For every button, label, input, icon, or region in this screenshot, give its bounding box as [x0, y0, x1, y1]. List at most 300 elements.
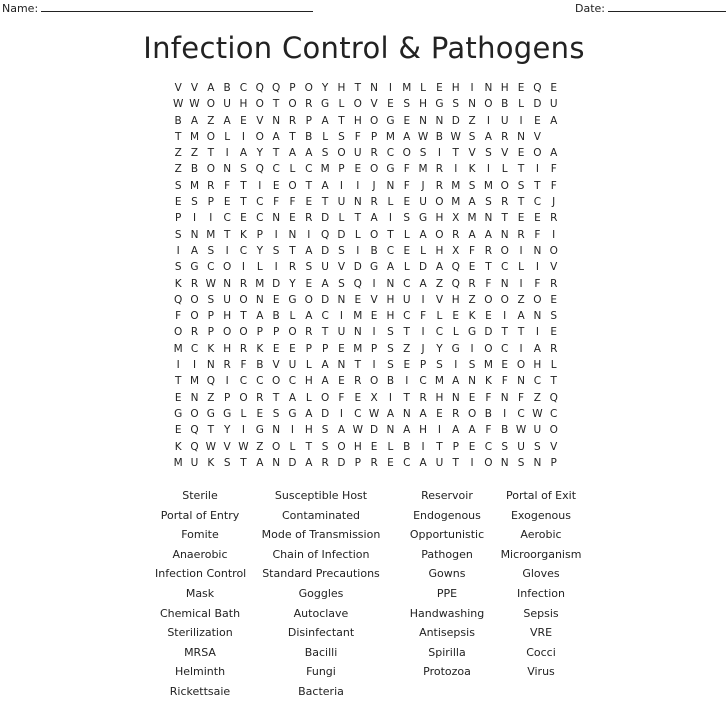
grid-letter[interactable]: V [370, 98, 378, 111]
grid-letter[interactable]: D [272, 277, 281, 290]
grid-letter[interactable]: Z [207, 114, 215, 127]
grid-letter[interactable]: T [289, 244, 296, 257]
grid-letter[interactable]: T [436, 440, 443, 453]
grid-letter[interactable]: F [175, 310, 182, 323]
grid-letter[interactable]: F [403, 179, 410, 192]
grid-letter[interactable]: G [451, 342, 460, 355]
grid-letter[interactable]: E [174, 196, 182, 209]
grid-letter[interactable]: M [353, 310, 363, 323]
grid-letter[interactable]: B [501, 424, 509, 437]
grid-letter[interactable]: C [386, 244, 395, 257]
grid-letter[interactable]: O [288, 326, 297, 339]
grid-letter[interactable]: O [272, 440, 281, 453]
grid-letter[interactable]: S [485, 196, 492, 209]
grid-letter[interactable]: W [352, 424, 363, 437]
grid-letter[interactable]: S [174, 228, 182, 241]
grid-letter[interactable]: R [305, 326, 313, 339]
grid-letter[interactable]: E [517, 82, 525, 94]
grid-letter[interactable]: R [354, 375, 362, 388]
grid-letter[interactable]: N [484, 212, 493, 225]
grid-letter[interactable]: T [240, 179, 247, 192]
grid-letter[interactable]: J [372, 179, 376, 192]
grid-letter[interactable]: B [272, 310, 280, 323]
grid-letter[interactable]: U [353, 147, 362, 160]
grid-letter[interactable]: C [239, 244, 248, 257]
grid-letter[interactable]: G [288, 293, 297, 306]
grid-letter[interactable]: G [223, 407, 232, 420]
grid-letter[interactable]: A [550, 114, 558, 127]
grid-letter[interactable]: T [452, 147, 459, 160]
grid-letter[interactable]: P [370, 342, 378, 355]
grid-letter[interactable]: T [207, 424, 215, 437]
grid-letter[interactable]: M [418, 163, 428, 176]
grid-letter[interactable]: V [550, 261, 558, 274]
grid-letter[interactable]: E [240, 212, 247, 225]
grid-letter[interactable]: I [339, 310, 343, 323]
grid-letter[interactable]: S [452, 98, 460, 111]
grid-letter[interactable]: T [272, 391, 280, 404]
grid-letter[interactable]: O [223, 326, 232, 339]
grid-letter[interactable]: I [421, 440, 425, 453]
grid-letter[interactable]: O [369, 228, 379, 241]
grid-letter[interactable]: I [519, 244, 523, 257]
grid-letter[interactable]: O [320, 391, 330, 404]
grid-letter[interactable]: S [240, 163, 247, 176]
grid-letter[interactable]: M [320, 163, 330, 176]
grid-letter[interactable]: I [176, 244, 180, 257]
grid-letter[interactable]: G [288, 407, 297, 420]
grid-letter[interactable]: O [353, 98, 362, 111]
grid-letter[interactable]: S [387, 342, 394, 355]
grid-letter[interactable]: T [534, 179, 541, 192]
grid-letter[interactable]: T [354, 359, 361, 372]
grid-letter[interactable]: F [289, 196, 296, 209]
grid-letter[interactable]: R [321, 456, 329, 469]
grid-letter[interactable]: S [517, 179, 525, 192]
grid-letter[interactable]: L [224, 130, 231, 143]
grid-letter[interactable]: I [241, 424, 246, 437]
grid-letter[interactable]: T [403, 326, 410, 339]
grid-letter[interactable]: Z [468, 114, 476, 127]
grid-letter[interactable]: S [403, 98, 411, 111]
grid-letter[interactable]: O [369, 163, 379, 176]
grid-letter[interactable]: C [501, 261, 509, 274]
grid-letter[interactable]: T [517, 196, 525, 209]
grid-letter[interactable]: O [206, 163, 215, 176]
grid-letter[interactable]: C [533, 375, 542, 388]
grid-letter[interactable]: W [417, 130, 429, 143]
grid-letter[interactable]: Z [174, 163, 182, 176]
grid-letter[interactable]: R [305, 212, 313, 225]
grid-letter[interactable]: B [174, 114, 182, 127]
grid-letter[interactable]: I [519, 277, 523, 290]
grid-letter[interactable]: E [468, 440, 476, 453]
grid-letter[interactable]: C [288, 375, 297, 388]
grid-letter[interactable]: M [402, 82, 412, 94]
grid-letter[interactable]: I [356, 244, 360, 257]
grid-letter[interactable]: V [550, 440, 558, 453]
grid-letter[interactable]: N [223, 163, 232, 176]
grid-letter[interactable]: L [387, 440, 394, 453]
grid-letter[interactable]: L [387, 196, 394, 209]
grid-letter[interactable]: I [486, 163, 490, 176]
grid-letter[interactable]: L [289, 440, 296, 453]
grid-letter[interactable]: S [534, 440, 541, 453]
grid-letter[interactable]: I [339, 179, 343, 192]
grid-letter[interactable]: U [337, 326, 346, 339]
grid-letter[interactable]: R [256, 391, 264, 404]
grid-letter[interactable]: Q [206, 375, 215, 388]
grid-letter[interactable]: I [372, 326, 376, 339]
grid-letter[interactable]: Q [272, 82, 281, 94]
grid-letter[interactable]: J [421, 342, 425, 355]
grid-letter[interactable]: I [339, 407, 343, 420]
grid-letter[interactable]: V [435, 293, 443, 306]
grid-letter[interactable]: O [402, 147, 411, 160]
grid-letter[interactable]: F [550, 163, 557, 176]
grid-letter[interactable]: R [501, 196, 509, 209]
grid-letter[interactable]: Y [256, 147, 264, 160]
grid-letter[interactable]: E [387, 98, 394, 111]
grid-letter[interactable]: S [272, 244, 280, 257]
grid-letter[interactable]: P [256, 326, 263, 339]
grid-letter[interactable]: P [305, 342, 312, 355]
grid-letter[interactable]: P [207, 326, 214, 339]
grid-letter[interactable]: O [190, 310, 199, 323]
grid-letter[interactable]: T [289, 130, 296, 143]
grid-letter[interactable]: R [452, 407, 460, 420]
grid-letter[interactable]: U [288, 359, 297, 372]
grid-letter[interactable]: L [289, 163, 296, 176]
grid-letter[interactable]: Y [223, 424, 231, 437]
grid-letter[interactable]: O [337, 147, 346, 160]
grid-letter[interactable]: A [533, 342, 541, 355]
grid-letter[interactable]: E [305, 277, 313, 290]
grid-letter[interactable]: O [255, 130, 264, 143]
grid-letter[interactable]: I [470, 456, 474, 469]
grid-letter[interactable]: G [435, 98, 444, 111]
grid-letter[interactable]: I [535, 261, 539, 274]
grid-letter[interactable]: L [518, 261, 524, 274]
grid-letter[interactable]: R [468, 277, 476, 290]
grid-letter[interactable]: T [174, 130, 182, 143]
grid-letter[interactable]: C [239, 375, 248, 388]
grid-letter[interactable]: I [454, 163, 458, 176]
grid-letter[interactable]: E [370, 440, 378, 453]
grid-letter[interactable]: I [388, 391, 392, 404]
grid-letter[interactable]: S [305, 261, 313, 274]
grid-letter[interactable]: L [240, 407, 247, 420]
grid-letter[interactable]: F [485, 277, 492, 290]
grid-letter[interactable]: E [534, 212, 541, 225]
grid-letter[interactable]: V [337, 261, 346, 274]
grid-letter[interactable]: H [386, 293, 395, 306]
grid-letter[interactable]: D [337, 228, 346, 241]
grid-letter[interactable]: E [550, 82, 558, 94]
grid-letter[interactable]: R [207, 179, 215, 192]
grid-letter[interactable]: U [517, 440, 525, 453]
grid-letter[interactable]: N [337, 293, 346, 306]
grid-letter[interactable]: M [385, 130, 395, 143]
grid-letter[interactable]: H [533, 359, 542, 372]
grid-letter[interactable]: A [305, 147, 313, 160]
grid-letter[interactable]: W [450, 130, 461, 143]
grid-letter[interactable]: A [452, 424, 460, 437]
grid-letter[interactable]: C [256, 212, 264, 225]
grid-letter[interactable]: S [485, 147, 492, 160]
grid-letter[interactable]: A [386, 261, 395, 274]
grid-letter[interactable]: O [190, 293, 199, 306]
grid-letter[interactable]: O [239, 391, 248, 404]
grid-letter[interactable]: N [468, 375, 476, 388]
grid-letter[interactable]: W [205, 440, 217, 453]
grid-letter[interactable]: T [452, 456, 459, 469]
grid-letter[interactable]: U [190, 456, 199, 469]
grid-letter[interactable]: N [402, 407, 411, 420]
grid-letter[interactable]: Z [468, 293, 476, 306]
grid-letter[interactable]: N [370, 82, 379, 94]
grid-letter[interactable]: R [484, 244, 493, 257]
name-blank-line[interactable] [41, 1, 313, 12]
grid-letter[interactable]: P [419, 359, 427, 372]
grid-letter[interactable]: N [517, 375, 525, 388]
grid-letter[interactable]: V [501, 147, 509, 160]
grid-letter[interactable]: A [419, 277, 427, 290]
grid-letter[interactable]: R [288, 114, 297, 127]
grid-letter[interactable]: R [435, 179, 444, 192]
grid-letter[interactable]: O [435, 228, 444, 241]
grid-letter[interactable]: E [289, 212, 296, 225]
grid-letter[interactable]: Y [321, 82, 329, 94]
grid-letter[interactable]: F [420, 310, 427, 323]
grid-letter[interactable]: T [321, 326, 329, 339]
grid-letter[interactable]: W [189, 98, 200, 111]
grid-letter[interactable]: M [483, 359, 493, 372]
grid-letter[interactable]: A [288, 147, 297, 160]
grid-letter[interactable]: P [272, 326, 280, 339]
grid-letter[interactable]: N [451, 391, 460, 404]
grid-letter[interactable]: B [223, 82, 231, 94]
grid-letter[interactable]: I [503, 310, 507, 323]
grid-letter[interactable]: C [533, 196, 542, 209]
grid-letter[interactable]: M [483, 179, 493, 192]
grid-letter[interactable]: Z [533, 391, 541, 404]
grid-letter[interactable]: T [305, 179, 312, 192]
grid-letter[interactable]: D [288, 456, 297, 469]
grid-letter[interactable]: V [468, 147, 476, 160]
grid-letter[interactable]: K [256, 342, 264, 355]
grid-letter[interactable]: X [370, 391, 378, 404]
grid-letter[interactable]: D [419, 261, 428, 274]
grid-letter[interactable]: R [190, 326, 199, 339]
grid-letter[interactable]: A [288, 391, 297, 404]
grid-letter[interactable]: D [321, 407, 330, 420]
grid-letter[interactable]: R [288, 261, 297, 274]
grid-letter[interactable]: M [255, 277, 265, 290]
grid-letter[interactable]: M [189, 130, 200, 143]
grid-letter[interactable]: L [403, 261, 410, 274]
grid-letter[interactable]: N [272, 456, 281, 469]
grid-letter[interactable]: B [305, 130, 313, 143]
grid-letter[interactable]: I [405, 375, 409, 388]
grid-letter[interactable]: T [403, 391, 410, 404]
grid-letter[interactable]: O [337, 440, 346, 453]
grid-letter[interactable]: I [388, 82, 392, 94]
grid-letter[interactable]: G [386, 163, 395, 176]
grid-letter[interactable]: A [305, 456, 313, 469]
grid-letter[interactable]: N [288, 228, 297, 241]
grid-letter[interactable]: E [354, 293, 362, 306]
grid-letter[interactable]: Q [255, 163, 264, 176]
grid-letter[interactable]: M [189, 375, 200, 388]
grid-letter[interactable]: N [190, 228, 199, 241]
grid-letter[interactable]: O [369, 114, 379, 127]
grid-letter[interactable]: I [535, 326, 539, 339]
grid-letter[interactable]: I [421, 293, 425, 306]
grid-letter[interactable]: O [239, 293, 248, 306]
grid-letter[interactable]: U [549, 98, 558, 111]
grid-letter[interactable]: V [272, 359, 280, 372]
grid-letter[interactable]: Z [435, 277, 444, 290]
grid-letter[interactable]: T [517, 326, 525, 339]
grid-letter[interactable]: C [305, 163, 313, 176]
grid-letter[interactable]: I [225, 147, 229, 160]
grid-letter[interactable]: L [501, 163, 508, 176]
grid-letter[interactable]: S [550, 310, 558, 323]
grid-letter[interactable]: D [337, 456, 346, 469]
grid-letter[interactable]: U [223, 293, 231, 306]
grid-letter[interactable]: O [484, 456, 493, 469]
grid-letter[interactable]: O [239, 326, 248, 339]
grid-letter[interactable]: A [207, 82, 215, 94]
grid-letter[interactable]: Q [549, 391, 558, 404]
grid-letter[interactable]: T [338, 114, 345, 127]
grid-letter[interactable]: U [402, 293, 411, 306]
grid-letter[interactable]: L [420, 82, 427, 94]
grid-letter[interactable]: S [207, 244, 215, 257]
grid-letter[interactable]: A [272, 130, 280, 143]
grid-letter[interactable]: C [272, 163, 280, 176]
grid-letter[interactable]: U [500, 114, 509, 127]
grid-letter[interactable]: O [467, 407, 477, 420]
grid-letter[interactable]: L [436, 310, 443, 323]
grid-letter[interactable]: S [387, 326, 394, 339]
grid-letter[interactable]: A [321, 277, 329, 290]
grid-letter[interactable]: N [190, 391, 199, 404]
grid-letter[interactable]: P [223, 391, 231, 404]
grid-letter[interactable]: I [372, 277, 376, 290]
grid-letter[interactable]: T [272, 98, 280, 111]
grid-letter[interactable]: C [386, 147, 395, 160]
grid-letter[interactable]: S [517, 456, 525, 469]
grid-letter[interactable]: I [241, 130, 246, 143]
grid-letter[interactable]: A [419, 407, 427, 420]
grid-letter[interactable]: C [207, 261, 215, 274]
grid-letter[interactable]: N [500, 456, 509, 469]
grid-letter[interactable]: O [206, 98, 215, 111]
grid-letter[interactable]: A [435, 261, 443, 274]
grid-letter[interactable]: N [468, 98, 476, 111]
grid-letter[interactable]: S [174, 179, 182, 192]
grid-letter[interactable]: T [240, 456, 247, 469]
grid-letter[interactable]: M [451, 196, 461, 209]
grid-letter[interactable]: I [372, 359, 376, 372]
grid-letter[interactable]: T [305, 440, 312, 453]
grid-letter[interactable]: I [258, 179, 262, 192]
grid-letter[interactable]: N [533, 310, 542, 323]
grid-letter[interactable]: E [468, 391, 476, 404]
grid-letter[interactable]: T [517, 163, 525, 176]
grid-letter[interactable]: N [337, 359, 346, 372]
grid-letter[interactable]: H [353, 440, 362, 453]
grid-letter[interactable]: D [484, 326, 493, 339]
grid-letter[interactable]: S [501, 440, 509, 453]
grid-letter[interactable]: G [468, 326, 477, 339]
grid-letter[interactable]: A [321, 179, 329, 192]
grid-letter[interactable]: T [501, 326, 508, 339]
grid-letter[interactable]: N [272, 114, 281, 127]
grid-letter[interactable]: V [370, 293, 378, 306]
grid-letter[interactable]: Z [256, 440, 264, 453]
grid-letter[interactable]: I [225, 244, 229, 257]
grid-letter[interactable]: B [435, 130, 444, 143]
grid-letter[interactable]: O [304, 293, 313, 306]
grid-letter[interactable]: B [386, 375, 395, 388]
grid-letter[interactable]: A [370, 212, 378, 225]
grid-letter[interactable]: I [176, 359, 180, 372]
grid-letter[interactable]: P [305, 114, 312, 127]
date-blank-line[interactable] [608, 1, 726, 12]
grid-letter[interactable]: U [321, 261, 329, 274]
grid-letter[interactable]: A [550, 147, 558, 160]
grid-letter[interactable]: O [304, 82, 313, 94]
grid-letter[interactable]: E [223, 196, 231, 209]
grid-letter[interactable]: T [174, 375, 182, 388]
grid-letter[interactable]: D [353, 261, 362, 274]
grid-letter[interactable]: Q [190, 424, 199, 437]
grid-letter[interactable]: H [451, 293, 460, 306]
grid-letter[interactable]: P [321, 342, 329, 355]
grid-letter[interactable]: R [452, 228, 460, 241]
grid-letter[interactable]: I [307, 228, 311, 241]
grid-letter[interactable]: A [321, 359, 329, 372]
grid-letter[interactable]: N [500, 277, 509, 290]
grid-letter[interactable]: L [289, 310, 296, 323]
grid-letter[interactable]: H [386, 310, 395, 323]
grid-letter[interactable]: N [484, 82, 493, 94]
grid-letter[interactable]: A [190, 244, 199, 257]
grid-letter[interactable]: E [436, 82, 443, 94]
grid-letter[interactable]: E [517, 147, 525, 160]
grid-letter[interactable]: O [223, 261, 232, 274]
grid-letter[interactable]: O [500, 293, 509, 306]
grid-letter[interactable]: A [305, 310, 313, 323]
grid-letter[interactable]: K [174, 440, 182, 453]
grid-letter[interactable]: S [468, 179, 476, 192]
grid-letter[interactable]: C [321, 310, 329, 323]
grid-letter[interactable]: H [451, 82, 460, 94]
grid-letter[interactable]: A [419, 456, 427, 469]
grid-letter[interactable]: R [419, 391, 427, 404]
grid-letter[interactable]: T [501, 212, 508, 225]
grid-letter[interactable]: Y [256, 244, 264, 257]
grid-letter[interactable]: G [321, 98, 330, 111]
grid-letter[interactable]: K [207, 456, 215, 469]
grid-letter[interactable]: C [435, 326, 444, 339]
grid-letter[interactable]: E [534, 114, 541, 127]
grid-letter[interactable]: R [239, 342, 248, 355]
grid-letter[interactable]: E [174, 424, 182, 437]
